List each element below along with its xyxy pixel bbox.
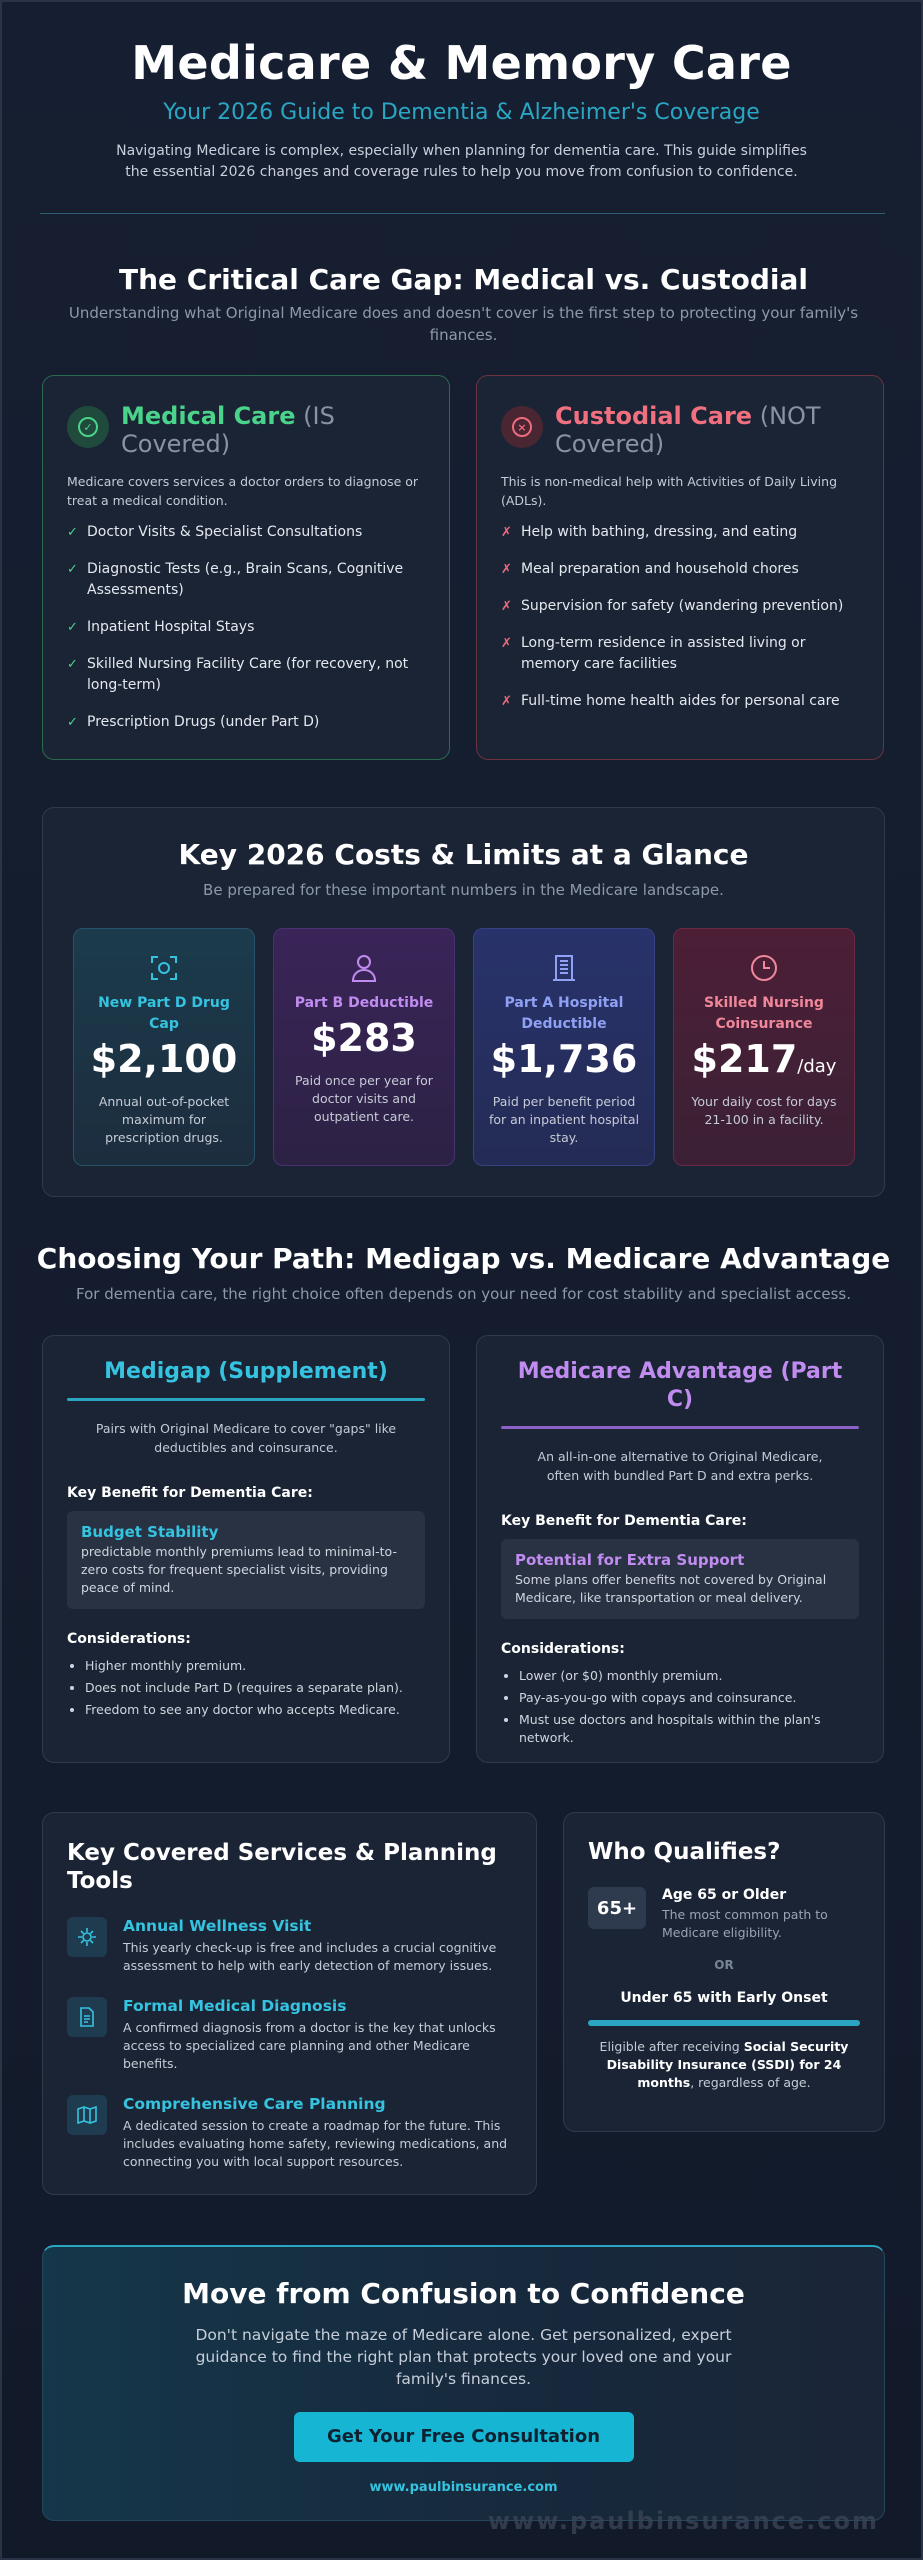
- x-icon: ✗: [501, 525, 512, 540]
- x-icon: ✗: [501, 694, 512, 709]
- service-title: Comprehensive Care Planning: [123, 2095, 386, 2113]
- list-item: ✗ Meal preparation and household chores: [501, 559, 859, 580]
- header: [2, 2, 921, 183]
- benefit-description: Some plans offer benefits not covered by Original Medicare, like transportation or meal delivery.: [515, 1572, 827, 1605]
- medical-care-list: [67, 522, 425, 733]
- considerations-label: Considerations:: [67, 1631, 191, 1647]
- key-benefit-box: [67, 1511, 425, 1609]
- check-icon: ✓: [67, 657, 78, 672]
- cta-description: Don't navigate the maze of Medicare alone. Get personalized, expert guidance to find the right plan that protects your loved one and your family's finances.: [195, 2326, 732, 2388]
- page-intro: Navigating Medicare is complex, especially when planning for dementia care. This guide simplifies the essential 2026 changes and coverage rules to help you move from confusion to confidence.: [116, 143, 807, 180]
- brain-icon: [67, 1917, 107, 1957]
- x-icon: ✗: [501, 562, 512, 577]
- cost-amount: $1,736: [490, 1037, 638, 1081]
- costs-section: [42, 807, 885, 1197]
- advantage-divider: [501, 1426, 859, 1429]
- service-description: A confirmed diagnosis from a doctor is the key that unlocks access to specialized care planning and other Medicare benefits.: [123, 2020, 496, 2071]
- list-item: ✓ Prescription Drugs (under Part D): [67, 712, 425, 733]
- list-item: ✓ Skilled Nursing Facility Care (for recovery, not long-term): [67, 654, 425, 696]
- person-icon: [286, 949, 442, 987]
- cost-tile-part-d: [73, 928, 255, 1166]
- considerations-label: Considerations:: [501, 1641, 625, 1657]
- check-icon: ✓: [67, 620, 78, 635]
- costs-subtitle: Be prepared for these important numbers in the Medicare landscape.: [203, 881, 724, 899]
- custodial-care-description: This is non-medical help with Activities of Daily Living (ADLs).: [501, 474, 838, 508]
- check-icon: ✓: [67, 562, 78, 577]
- custodial-care-list: [501, 522, 859, 712]
- cost-label: Part A Hospital Deductible: [504, 995, 624, 1032]
- scan-icon: [86, 949, 242, 987]
- cost-tile-part-a: [473, 928, 655, 1166]
- medicare-advantage-card: [476, 1335, 884, 1763]
- medigap-description: Pairs with Original Medicare to cover "gaps" like deductibles and coinsurance.: [95, 1421, 397, 1455]
- medigap-title: Medigap (Supplement): [104, 1359, 388, 1384]
- benefit-title: Budget Stability: [81, 1523, 219, 1541]
- list-item: ✗ Supervision for safety (wandering prevention): [501, 596, 859, 617]
- medigap-card: [42, 1335, 450, 1763]
- x-icon: ✗: [501, 636, 512, 651]
- age-description: The most common path to Medicare eligibility.: [662, 1907, 828, 1940]
- age-title: Age 65 or Older: [662, 1887, 787, 1903]
- advantage-description: An all-in-one alternative to Original Medicare, often with bundled Part D and extra perks.: [537, 1449, 823, 1483]
- cost-amount: $217/day: [691, 1037, 837, 1081]
- check-icon: ✓: [67, 715, 78, 730]
- benefit-description: predictable monthly premiums lead to minimal-to-zero costs for frequent specialist visits, providing peace of mind.: [81, 1544, 397, 1595]
- list-item: • Pay-as-you-go with copays and coinsurance.: [519, 1689, 859, 1707]
- list-item: • Freedom to see any doctor who accepts Medicare.: [85, 1701, 425, 1719]
- check-circle-icon: ✓: [67, 406, 109, 448]
- custodial-care-title: Custodial Care (NOT Covered): [555, 402, 821, 458]
- service-description: This yearly check-up is free and includes a crucial cognitive assessment to help with early detection of memory issues.: [123, 1940, 497, 1973]
- header-divider: [40, 213, 885, 214]
- custodial-care-card: [476, 375, 884, 760]
- path-subtitle: For dementia care, the right choice often depends on your need for cost stability and specialist access.: [76, 1285, 851, 1303]
- check-icon: ✓: [67, 525, 78, 540]
- considerations-list: [67, 1657, 425, 1719]
- cost-label: New Part D Drug Cap: [98, 995, 230, 1032]
- cost-tile-part-b: [273, 928, 455, 1166]
- cost-note: Paid per benefit period for an inpatient hospital stay.: [488, 1094, 640, 1145]
- cost-label: Part B Deductible: [294, 995, 434, 1011]
- list-item: ✗ Help with bathing, dressing, and eating: [501, 522, 859, 543]
- cta-title: Move from Confusion to Confidence: [182, 2277, 745, 2310]
- medigap-divider: [67, 1398, 425, 1401]
- website-link[interactable]: www.paulbinsurance.com: [369, 2480, 558, 2495]
- cost-label: Skilled Nursing Coinsurance: [704, 995, 824, 1032]
- watermark: www.paulbinsurance.com: [487, 2507, 879, 2535]
- key-benefit-label: Key Benefit for Dementia Care:: [501, 1513, 747, 1529]
- clock-icon: [686, 949, 842, 987]
- building-icon: [486, 949, 642, 987]
- list-item: • Lower (or $0) monthly premium.: [519, 1667, 859, 1685]
- cost-note: Paid once per year for doctor visits and outpatient care.: [295, 1073, 433, 1124]
- list-item: ✓ Inpatient Hospital Stays: [67, 617, 425, 638]
- age-badge: 65+: [588, 1887, 646, 1929]
- key-benefit-box: [501, 1539, 859, 1619]
- page-subtitle: Your 2026 Guide to Dementia & Alzheimer's Coverage: [163, 100, 760, 125]
- list-item: ✗ Full-time home health aides for personal care: [501, 691, 859, 712]
- advantage-title: Medicare Advantage (Part C): [517, 1359, 843, 1412]
- care-gap-subtitle: Understanding what Original Medicare does and doesn't cover is the first step to protecting your family's finances.: [68, 304, 859, 344]
- service-item: [67, 2095, 512, 2171]
- path-title: Choosing Your Path: Medigap vs. Medicare Advantage: [36, 1242, 891, 1275]
- services-title: Key Covered Services & Planning Tools: [67, 1840, 497, 1894]
- cost-amount: $283: [311, 1016, 417, 1060]
- service-item: [67, 1997, 512, 2073]
- who-qualifies-card: [563, 1812, 885, 2132]
- service-item: [67, 1917, 512, 1975]
- list-item: • Does not include Part D (requires a separate plan).: [85, 1679, 425, 1697]
- page-title: Medicare & Memory Care: [131, 36, 792, 90]
- map-icon: [67, 2095, 107, 2135]
- service-description: A dedicated session to create a roadmap for the future. This includes evaluating home safety, reviewing medications, and connecting you with local support resources.: [123, 2118, 508, 2169]
- x-circle-icon: ×: [501, 406, 543, 448]
- medical-care-card: [42, 375, 450, 760]
- x-icon: ✗: [501, 599, 512, 614]
- list-item: • Higher monthly premium.: [85, 1657, 425, 1675]
- document-icon: [67, 1997, 107, 2037]
- care-gap-title: The Critical Care Gap: Medical vs. Custodial: [119, 263, 808, 296]
- under-65-bar: [588, 2020, 860, 2026]
- medical-care-description: Medicare covers services a doctor orders to diagnose or treat a medical condition.: [67, 474, 419, 508]
- cost-note: Annual out-of-pocket maximum for prescription drugs.: [98, 1094, 230, 1145]
- cost-note: Your daily cost for days 21-100 in a facility.: [691, 1094, 837, 1127]
- benefit-title: Potential for Extra Support: [515, 1551, 745, 1569]
- cta-section: [42, 2245, 885, 2521]
- list-item: ✗ Long-term residence in assisted living or memory care facilities: [501, 633, 859, 675]
- list-item: ✓ Doctor Visits & Specialist Consultations: [67, 522, 425, 543]
- costs-title: Key 2026 Costs & Limits at a Glance: [178, 838, 749, 871]
- qualifies-title: Who Qualifies?: [588, 1839, 781, 1865]
- covered-services-card: [42, 1812, 537, 2195]
- or-divider: OR: [714, 1958, 734, 1972]
- service-title: Annual Wellness Visit: [123, 1917, 312, 1935]
- medical-care-title: Medical Care (IS Covered): [121, 402, 335, 458]
- service-title: Formal Medical Diagnosis: [123, 1997, 347, 2015]
- under-65-title: Under 65 with Early Onset: [620, 1990, 828, 2006]
- cost-tile-skilled-nursing: [673, 928, 855, 1166]
- list-item: • Must use doctors and hospitals within the plan's network.: [519, 1711, 859, 1747]
- eligibility-text: Eligible after receiving Social Security Disability Insurance (SSDI) for 24 months, regardless of age.: [599, 2039, 849, 2090]
- free-consultation-button[interactable]: Get Your Free Consultation: [294, 2412, 634, 2462]
- key-benefit-label: Key Benefit for Dementia Care:: [67, 1485, 313, 1501]
- cost-amount: $2,100: [90, 1037, 238, 1081]
- list-item: ✓ Diagnostic Tests (e.g., Brain Scans, Cognitive Assessments): [67, 559, 425, 601]
- considerations-list: [501, 1667, 859, 1747]
